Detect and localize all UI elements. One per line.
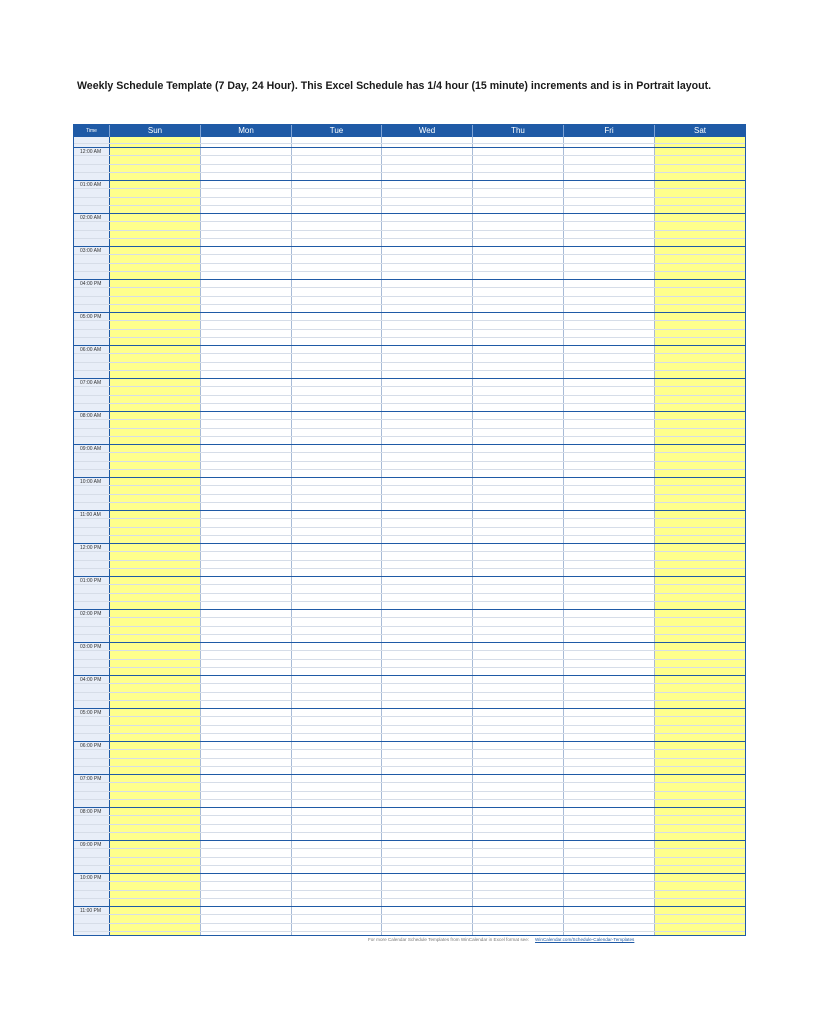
- header-day-thu: Thu: [473, 125, 564, 137]
- quarter-line: [74, 164, 745, 165]
- header-day-tue: Tue: [292, 125, 382, 137]
- quarter-line: [74, 766, 745, 767]
- quarter-line: [74, 172, 745, 173]
- time-label: 09:00 AM: [80, 446, 102, 452]
- hour-line: [74, 180, 745, 181]
- quarter-line: [74, 461, 745, 462]
- header-day-mon: Mon: [201, 125, 292, 137]
- quarter-line: [74, 329, 745, 330]
- quarter-line: [74, 593, 745, 594]
- quarter-line: [74, 560, 745, 561]
- quarter-line: [74, 898, 745, 899]
- hour-line: [74, 543, 745, 544]
- time-label: 12:00 PM: [80, 545, 102, 551]
- quarter-line: [74, 626, 745, 627]
- header-day-wed: Wed: [382, 125, 473, 137]
- quarter-line: [74, 791, 745, 792]
- time-label: 02:00 PM: [80, 611, 102, 617]
- hour-line: [74, 906, 745, 907]
- quarter-line: [74, 890, 745, 891]
- grid-body: [74, 137, 745, 935]
- quarter-line: [74, 881, 745, 882]
- hour-line: [74, 411, 745, 412]
- quarter-line: [74, 700, 745, 701]
- quarter-line: [74, 931, 745, 932]
- quarter-line: [74, 230, 745, 231]
- time-label: 07:00 PM: [80, 776, 102, 782]
- grid-line: [74, 143, 745, 144]
- hour-line: [74, 444, 745, 445]
- quarter-line: [74, 254, 745, 255]
- quarter-line: [74, 634, 745, 635]
- page-title: Weekly Schedule Template (7 Day, 24 Hour). This Excel Schedule has 1/4 hour (15 minute) increments and is in Portrait layout.: [77, 80, 712, 92]
- quarter-line: [74, 758, 745, 759]
- quarter-line: [74, 832, 745, 833]
- time-label: 03:00 PM: [80, 644, 102, 650]
- time-label: 10:00 PM: [80, 875, 102, 881]
- header-day-sat: Sat: [693, 126, 706, 135]
- quarter-line: [74, 386, 745, 387]
- hour-line: [74, 213, 745, 214]
- quarter-line: [74, 824, 745, 825]
- quarter-line: [74, 692, 745, 693]
- hour-line: [74, 741, 745, 742]
- time-label: 06:00 PM: [80, 743, 102, 749]
- quarter-line: [74, 527, 745, 528]
- quarter-line: [74, 494, 745, 495]
- quarter-line: [74, 782, 745, 783]
- time-label: 12:00 AM: [80, 149, 102, 155]
- hour-line: [74, 642, 745, 643]
- quarter-line: [74, 197, 745, 198]
- quarter-line: [74, 263, 745, 264]
- quarter-line: [74, 419, 745, 420]
- hour-line: [74, 576, 745, 577]
- time-label: 03:00 AM: [80, 248, 102, 254]
- quarter-line: [74, 733, 745, 734]
- time-label: 02:00 AM: [80, 215, 102, 221]
- header-row: [74, 125, 745, 137]
- quarter-line: [74, 287, 745, 288]
- time-label: 05:00 PM: [80, 314, 102, 320]
- quarter-line: [74, 304, 745, 305]
- header-day-sun: Sun: [110, 125, 201, 137]
- quarter-line: [74, 485, 745, 486]
- quarter-line: [74, 815, 745, 816]
- hour-line: [74, 312, 745, 313]
- time-label: 06:00 AM: [80, 347, 102, 353]
- quarter-line: [74, 452, 745, 453]
- hour-line: [74, 708, 745, 709]
- quarter-line: [74, 683, 745, 684]
- quarter-line: [74, 296, 745, 297]
- quarter-line: [74, 914, 745, 915]
- quarter-line: [74, 848, 745, 849]
- hour-line: [74, 378, 745, 379]
- hour-line: [74, 510, 745, 511]
- quarter-line: [74, 188, 745, 189]
- quarter-line: [74, 551, 745, 552]
- time-label: 10:00 AM: [80, 479, 102, 485]
- quarter-line: [74, 337, 745, 338]
- time-label: 07:00 AM: [80, 380, 102, 386]
- quarter-line: [74, 749, 745, 750]
- quarter-line: [74, 155, 745, 156]
- hour-line: [74, 147, 745, 148]
- quarter-line: [74, 584, 745, 585]
- time-label: 01:00 AM: [80, 182, 102, 188]
- hour-line: [74, 477, 745, 478]
- hour-line: [74, 807, 745, 808]
- header-day-fri: Fri: [564, 125, 655, 137]
- schedule-grid: [73, 124, 746, 936]
- quarter-line: [74, 667, 745, 668]
- quarter-line: [74, 535, 745, 536]
- quarter-line: [74, 923, 745, 924]
- quarter-line: [74, 205, 745, 206]
- quarter-line: [74, 659, 745, 660]
- time-label: 08:00 AM: [80, 413, 102, 419]
- quarter-line: [74, 617, 745, 618]
- quarter-line: [74, 221, 745, 222]
- quarter-line: [74, 601, 745, 602]
- footer-text: For more Calendar Schedule Templates from WinCalendar in Excel format see:: [368, 937, 530, 942]
- time-label: 04:00 PM: [80, 677, 102, 683]
- quarter-line: [74, 518, 745, 519]
- hour-line: [74, 840, 745, 841]
- quarter-line: [74, 238, 745, 239]
- hour-line: [74, 246, 745, 247]
- hour-line: [74, 873, 745, 874]
- quarter-line: [74, 428, 745, 429]
- quarter-line: [74, 725, 745, 726]
- quarter-line: [74, 436, 745, 437]
- time-label: 11:00 PM: [80, 908, 102, 914]
- quarter-line: [74, 403, 745, 404]
- time-label: 11:00 AM: [80, 512, 101, 518]
- footer-note: [368, 937, 634, 942]
- quarter-line: [74, 362, 745, 363]
- time-label: 04:00 PM: [80, 281, 102, 287]
- quarter-line: [74, 353, 745, 354]
- time-label: 01:00 PM: [80, 578, 102, 584]
- quarter-line: [74, 857, 745, 858]
- hour-line: [74, 675, 745, 676]
- hour-line: [74, 774, 745, 775]
- quarter-line: [74, 370, 745, 371]
- quarter-line: [74, 568, 745, 569]
- hour-line: [74, 609, 745, 610]
- hour-line: [74, 345, 745, 346]
- quarter-line: [74, 395, 745, 396]
- header-time: Time: [74, 125, 110, 137]
- quarter-line: [74, 271, 745, 272]
- time-label: 08:00 PM: [80, 809, 102, 815]
- quarter-line: [74, 716, 745, 717]
- quarter-line: [74, 320, 745, 321]
- time-label: 09:00 PM: [80, 842, 102, 848]
- quarter-line: [74, 865, 745, 866]
- quarter-line: [74, 650, 745, 651]
- time-label: 05:00 PM: [80, 710, 102, 716]
- hour-line: [74, 279, 745, 280]
- quarter-line: [74, 469, 745, 470]
- quarter-line: [74, 799, 745, 800]
- footer-link[interactable]: WinCalendar.com/Schedule-Calendar-Templates: [535, 937, 635, 942]
- quarter-line: [74, 502, 745, 503]
